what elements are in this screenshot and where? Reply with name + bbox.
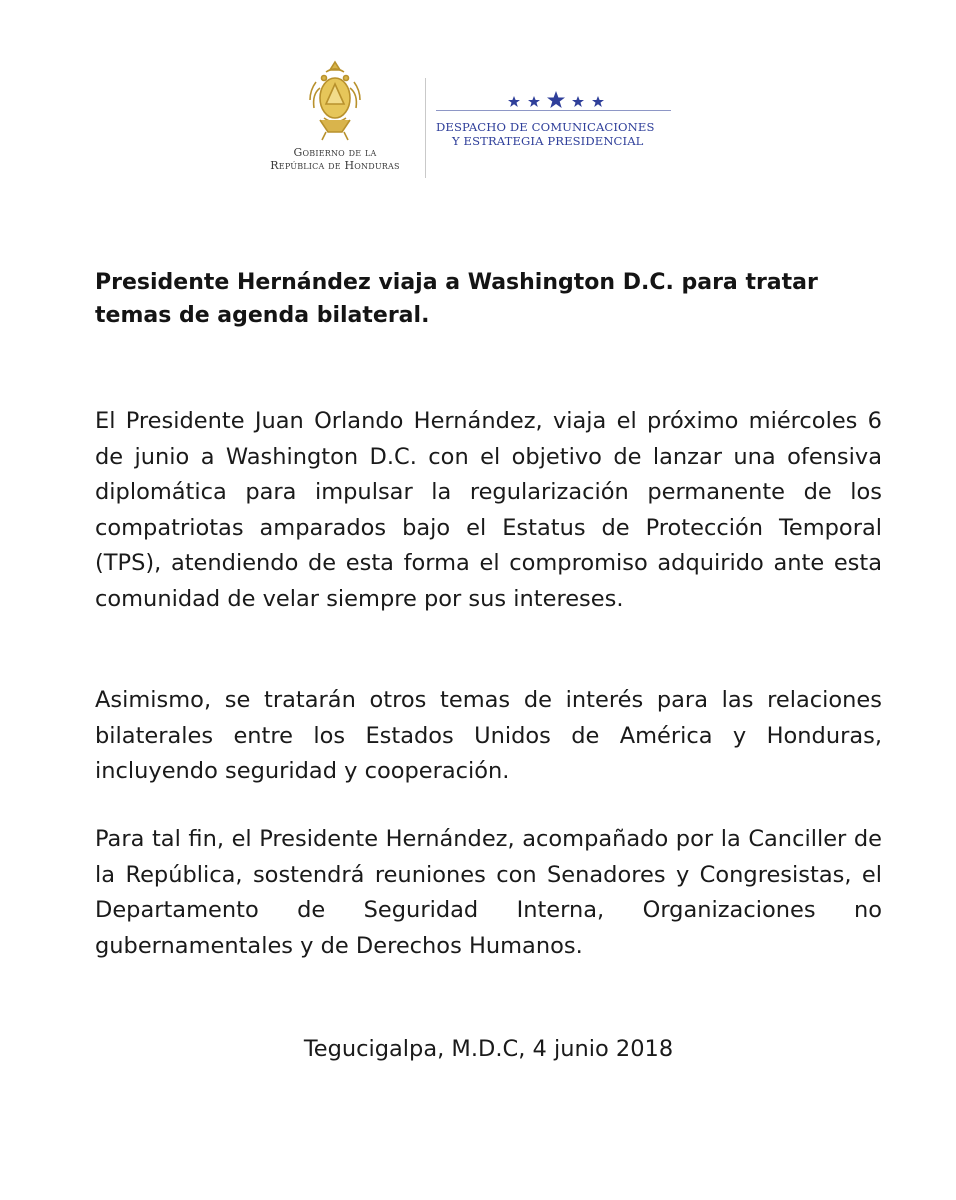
letterhead [250, 60, 720, 190]
body-paragraph-1: El Presidente Juan Orlando Hernández, viaja el próximo miércoles 6 de junio a Washington D.C. con el objetivo de lanzar una ofensiva diplomática para impulsar la regularización permanente de los compatriotas amparados bajo el Estatus de Protección Temporal (TPS), atendiendo de esta forma el compromiso adquirido ante esta comunidad de velar siempre por sus intereses. [95, 408, 882, 612]
office-line-1: DESPACHO DE COMUNICACIONES [436, 120, 655, 134]
government-line-1: Gobierno de la [293, 146, 377, 159]
government-logo [250, 60, 420, 185]
coat-of-arms-icon [302, 60, 368, 142]
press-release-headline: Presidente Hernández viaja a Washington D.C. para tratar temas de agenda bilateral. [95, 270, 818, 328]
dateline: Tegucigalpa, M.D.C, 4 junio 2018 [303, 1036, 674, 1062]
office-line-2: Y ESTRATEGIA PRESIDENCIAL [452, 134, 644, 148]
letterhead-divider [425, 78, 426, 178]
government-line-2: República de Honduras [270, 159, 400, 172]
body-paragraph-3: Para tal fin, el Presidente Hernández, acompañado por la Canciller de la República, sostendrá reuniones con Senadores y Congresistas, el Departamento de Seguridad Interna, Organizaciones no gubernamentales y de Derechos Humanos. [95, 826, 882, 959]
office-name [436, 120, 686, 148]
stars-icon [436, 88, 676, 112]
body-paragraph-2: Asimismo, se tratarán otros temas de interés para las relaciones bilaterales entre los Estados Unidos de América y Honduras, incluyendo seguridad y cooperación. [95, 687, 882, 784]
government-name [250, 146, 420, 172]
